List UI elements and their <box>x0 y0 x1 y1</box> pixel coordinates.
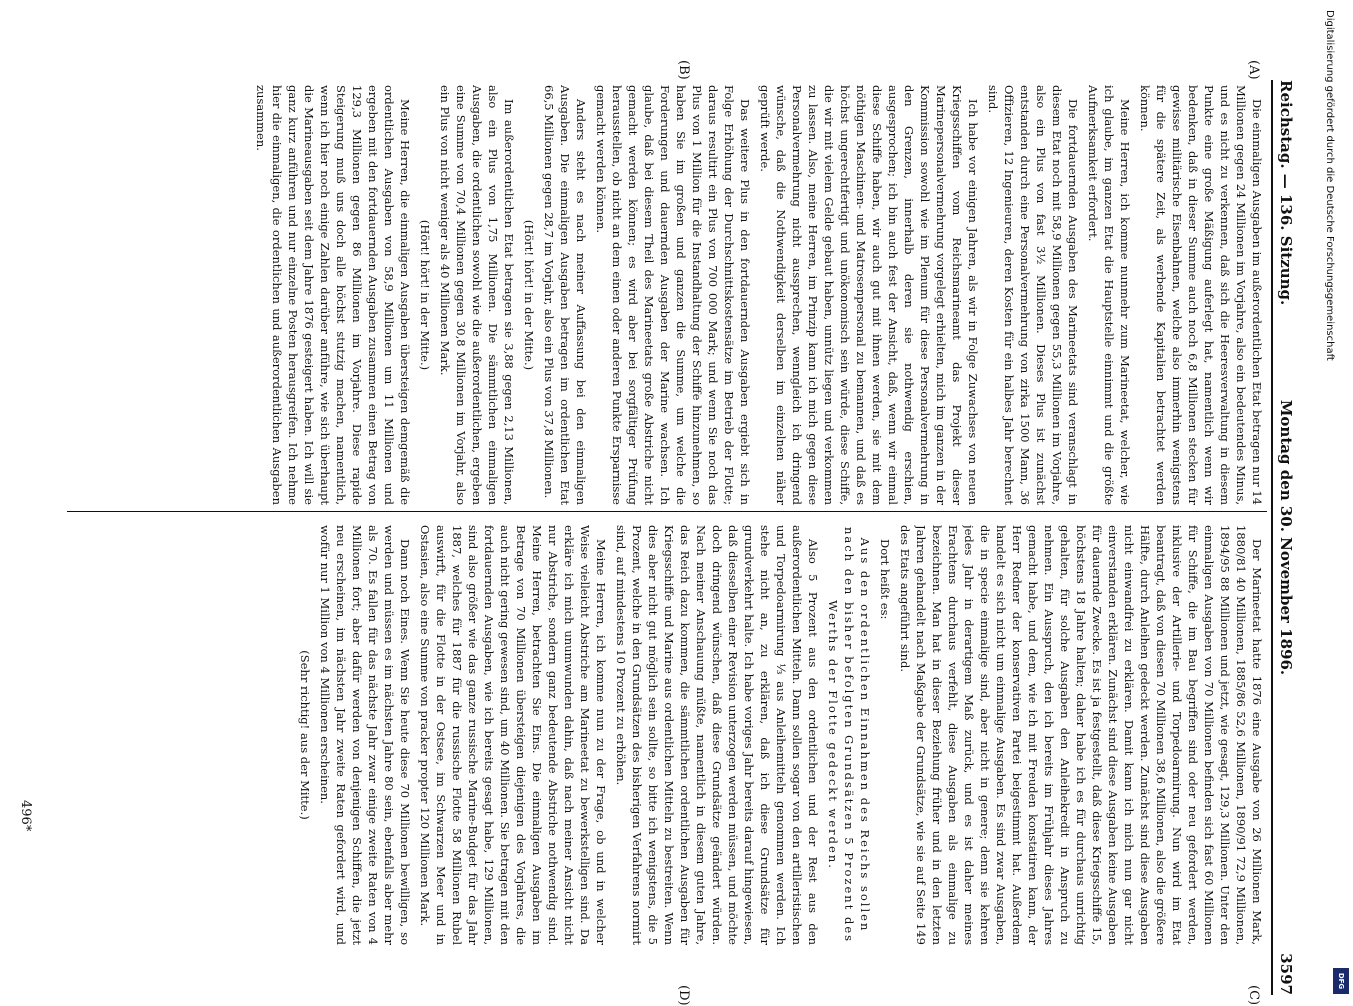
margin-marker-d: (D) <box>676 985 691 1006</box>
left-column <box>70 85 1265 505</box>
paragraph: Meine Herren, ich komme nun zu der Frage, ob und in welcher Weise vielleicht Abstriche am Marineetat zu bewerkstelligen sind. Da erkläre ich mich unumwunden dahin, daß nach meiner Ansicht nicht nur Abstriche, sondern ganz bedeutende Abstriche nothwendig sind. Meine Herren, betrachten Sie Eins. Die einmaligen Ausgaben im Betrage von 70 Millionen übersteigen diejenigen des Vorjahres, die auch nicht gering gewesen sind, um 40 Millionen. Sie betragen mit den fortdauernden Ausgaben, wie ich bereits gesagt habe, 129 Millionen, sind also größer wie das ganze russische Marine-Budget für das Jahr 1887, welches für 1887 für die russische Flotte 58 Millionen Rubel auswirft, für die Flotte in der Ostsee, im Schwarzen Meer und in Ostasien, also eine Summe von pracker propter 120 Millionen Mark. <box>418 525 608 945</box>
header-rule <box>1271 80 1273 995</box>
paragraph: Meine Herren, die einmaligen Ausgaben übersteigen demgemäß die ordentlichen Ausgaben von 58,9 Millionen um 11 Millionen und ergeben mit den fortdauernden Ausgaben zusammen einen Betrag von 129,3 Millionen gegen 86 Millionen im Vorjahre. Diese rapide Steigerung muß uns doch alle höchst stutzig machen, namentlich, wenn ich hier noch einige Zahlen darüber anführe, wie sich überhaupt die Marineausgaben seit dem Jahre 1876 gesteigert haben. Ich will sie ganz kurz anführen und nur einzelne Posten herausgreifen. Ich nehme hier die einmaligen, die ordentlichen und außerordentlichen Ausgaben zusammen. <box>254 85 412 505</box>
page-header <box>1273 80 1295 995</box>
paragraph: Also 5 Prozent aus den ordentlichen und der Rest aus den außerordentlichen Mitteln. Dann sollen sogar von den artilleristischen und Torpedoarmirung ⅓ aus Anleihemitteln genommen werden. Ich stehe nicht an, zu erklären, daß ich diese Grundsätze für grundverkehrt halte. Ich habe voriges Jahr bereits darauf hingewiesen, daß diesselben einer Revision unterzogen werden müssen, und möchte doch dringend wünschen, daß diese Grundsätze geändert würden. Nach meiner Anschauung müßte, namentlich in diesem guten Jahre, das Reich dazu kommen, die sämmtlichen ordentlichen Ausgaben für Kriegsschiffe und Marine aus ordentlichen Mitteln zu bestreiten. Wenn dies aber nicht gut möglich sein sollte, so bitte ich wenigstens, die 5 Prozent, welche in den Grundsätzen des bisherigen Verfahrens normirt sind, auf mindestens 10 Prozent zu erhöhen. <box>614 525 820 945</box>
header-page-number: 3597 <box>1277 953 1295 995</box>
paragraph: Anders steht es nach meiner Auffassung bei den einmaligen Ausgaben. Die einmaligen Ausgaben betragen im ordentlichen Etat 66,5 Millionen gegen 28,7 im Vorjahr, also ein Plus von 37,8 Millionen. <box>542 85 588 505</box>
header-date: Montag den 30. November 1896. <box>1277 399 1295 676</box>
header-left: Reichstag. — 136. Sitzung. <box>1277 80 1295 306</box>
margin-marker-c: (C) <box>1246 985 1261 1006</box>
column-divider <box>67 511 1267 512</box>
paragraph: Die einmaligen Ausgaben im außerordentlichen Etat betragen nur 14 Millionen gegen 24 Millionen im Vorjahre, also ein bedeutendes Minus, und es nicht zu verkennen, daß sich die Heeresverwaltung in diesem Punkte eine große Mäßigung auferlegt hat, namentlich wenn wir bedenken, daß in dieser Summe auch noch 6,8 Millionen stecken für gewisse militärische Eisenbahnen, welche also immerhin wenigstens für die spätere Zeit, als werbende Kapitalien betrachtet werden können. <box>1138 85 1264 505</box>
paragraph: Ich habe vor einigen Jahren, als wir in Folge Zuwachses von neuen Kriegsschiffen vom Reichsmarineamt das Projekt dieser Marinepersonalvermehrung vorgelegt erhielten, mich im ganzen in der Kommission sowohl wie im Plenum für diese Personalvermehrung in den Grenzen, innerhalb deren sie nothwendig erschien, ausgesprochen; ich bin auch fest der Ansicht, daß, wenn wir einmal diese Schiffe haben, wir auch gut mit ihnen werden, sie mit dem nöthigen Maschinen- und Matrosenpersonal zu bemannen, und daß es höchst ungerechtfertigt und unökonomisch sein würde, diese Schiffe, die wir mit vielem Gelde gebaut haben, unnütz liegen und verkommen zu lassen. Also, meine Herren, im Prinzip kann ich mich gegen diese Personalvermehrung nicht aussprechen, wenngleich ich dringend wünsche, daß die Nothwendigkeit derselben im einzelnen näher geprüft werde. <box>758 85 980 505</box>
interjection: (Hört! hört! in der Mitte.) <box>522 219 536 371</box>
paragraph: Die fortdauernden Ausgaben des Marineetats sind veranschlagt in diesem Etat noch mit 58,9 Millionen gegen 55,3 Millionen im Vorjahre, also ein Plus von fast 3½ Millionen. Dieses Plus ist zunächst entstanden durch eine Personalvermehrung von zirka 1500 Mann, 36 Offizieren, 12 Ingenieuren, deren Kosten für ein halbes Jahr berechnet sind. <box>986 85 1080 505</box>
interjection: (Hört! hört! in der Mitte.) <box>418 219 432 371</box>
paragraph: Dort heißt es: <box>878 539 892 620</box>
right-column <box>70 525 1265 945</box>
margin-marker-b: (B) <box>676 60 691 80</box>
margin-marker-a: (A) <box>1246 60 1261 80</box>
paragraph: Im außerordentlichen Etat betragen sie 3,88 gegen 2,13 Millionen, also ein Plus von 1,75 Millionen. Die sämmtlichen einmaligen Ausgaben, die ordentlichen sowohl wie die außerordentlichen, ergeben eine Summe von 70,4 Millionen gegen 30,8 Millionen im Vorjahr, also ein Plus von nicht weniger als 40 Millionen Mark. <box>438 85 516 505</box>
paragraph: Das weitere Plus in den fortdauernden Ausgaben ergiebt sich in Folge Erhöhung der Durchschnittskostensätze im Betrieb der Flotte; daraus resultirt ein Plus von 700 000 Mark; und wenn Sie noch das Plus von 1 Million für die Instandhaltung der Schiffe hinzunehmen, so haben Sie im großen und ganzen die Summe, um welche die Forderungen und dauernden Ausgaben der Marine wachsen. Ich glaube, daß bei diesem Theil des Marineetats große Abstriche nicht gemacht werden können; es wird aber bei sorgfältiger Prüfung herausstellen, ob nicht an dem einen oder anderen Punkte Ersparnisse gemacht werden können. <box>594 85 752 505</box>
interjection: (Sehr richtig! aus der Mitte.) <box>298 650 312 820</box>
footer-page-number: 496* <box>18 800 33 832</box>
quotation: Aus den ordentlichen Einnahmen des Reichs sollen nach den bisher befolgten Grundsätzen 5 Prozent des Werths der Flotte gedeckt werden. <box>826 526 872 944</box>
dfg-logo <box>1333 968 1349 994</box>
paragraph: Dann noch Eines. Wenn Sie heute diese 70 Millionen bewilligen, so werden und müssen es im nächsten Jahre 80 sein, ebenfalls aber mehr als 70. Es fallen für das nächste Jahr zwar einige zweite Raten von 4 Millionen fort; aber dafür werden von denjenigen Schiffen, die jetzt neu erscheinen, im nächsten Jahr zweite Raten gefordert wird, und wofür nur 1 Million von 4 Millionen erscheinen. <box>318 525 412 945</box>
paragraph: Der Marineetat hatte 1876 eine Ausgabe von 26 Millionen Mark, 1880/81 40 Millionen, 1885/86 52,6 Millionen, 1890/91 72,9 Millionen, 1894/95 88 Millionen und jetzt, wie gesagt, 129,3 Millionen. Unter den einmaligen Ausgaben von 70 Millionen befinden sich fast 60 Millionen für Schiffe, die im Bau begriffen sind oder neu gefordert werden, inklusive der Artillerie- und Torpedoarmirung. Nun wird im Etat beantragt, daß von diesen 70 Millionen 38,6 Millionen, also die größere Hälfte, durch Anleihen gedeckt werden. Zunächst sind diese Ausgaben nicht einwandfrei zu erklären. Damit kann ich mich nun gar nicht einverstanden erklären. Zunächst sind diese Ausgaben keine Ausgaben für dauernde Zwecke. Es ist ja festgestellt, daß diese Kriegsschiffe 15, höchstens 18 Jahre halten; daher habe ich es für durchaus unrichtig gehalten, für solche Ausgaben den Anleihekredit in Anspruch zu nehmen. Ein Ausspruch, den ich bereits im Frühjahr dieses Jahres gemacht habe, und dem, wie ich mit Freuden konstatiren kann, der Herr Redner der konservativen Partei beigestimmt hat. Außerdem handelt es sich nicht um einmalige Ausgaben. Es sind zwar Ausgaben, die in specie einmalige sind, aber nicht in genere; denn sie kehren jedes Jahr in derartigem Maß zurück, und es ist daher meines Erachtens durchaus verfehlt, diese Ausgaben als einmalige zu bezeichnen. Man hat in dieser Beziehung früher und in den letzten Jahren gehandelt nach Maßgabe der Grundsätze, wie sie auf Seite 149 des Etats angeführt sind. <box>898 525 1264 945</box>
paragraph: Meine Herren, ich komme nunmehr zum Marineetat, welcher, wie ich glaube, im ganzen Etat die Hauptstelle einnimmt und die größte Aufmerksamkeit erfordert. <box>1086 85 1132 505</box>
logo-text: DFG <box>1337 972 1345 990</box>
digitization-note: Digitalisierung gefördert durch die Deutsche Forschungsgemeinschaft <box>1324 10 1335 361</box>
